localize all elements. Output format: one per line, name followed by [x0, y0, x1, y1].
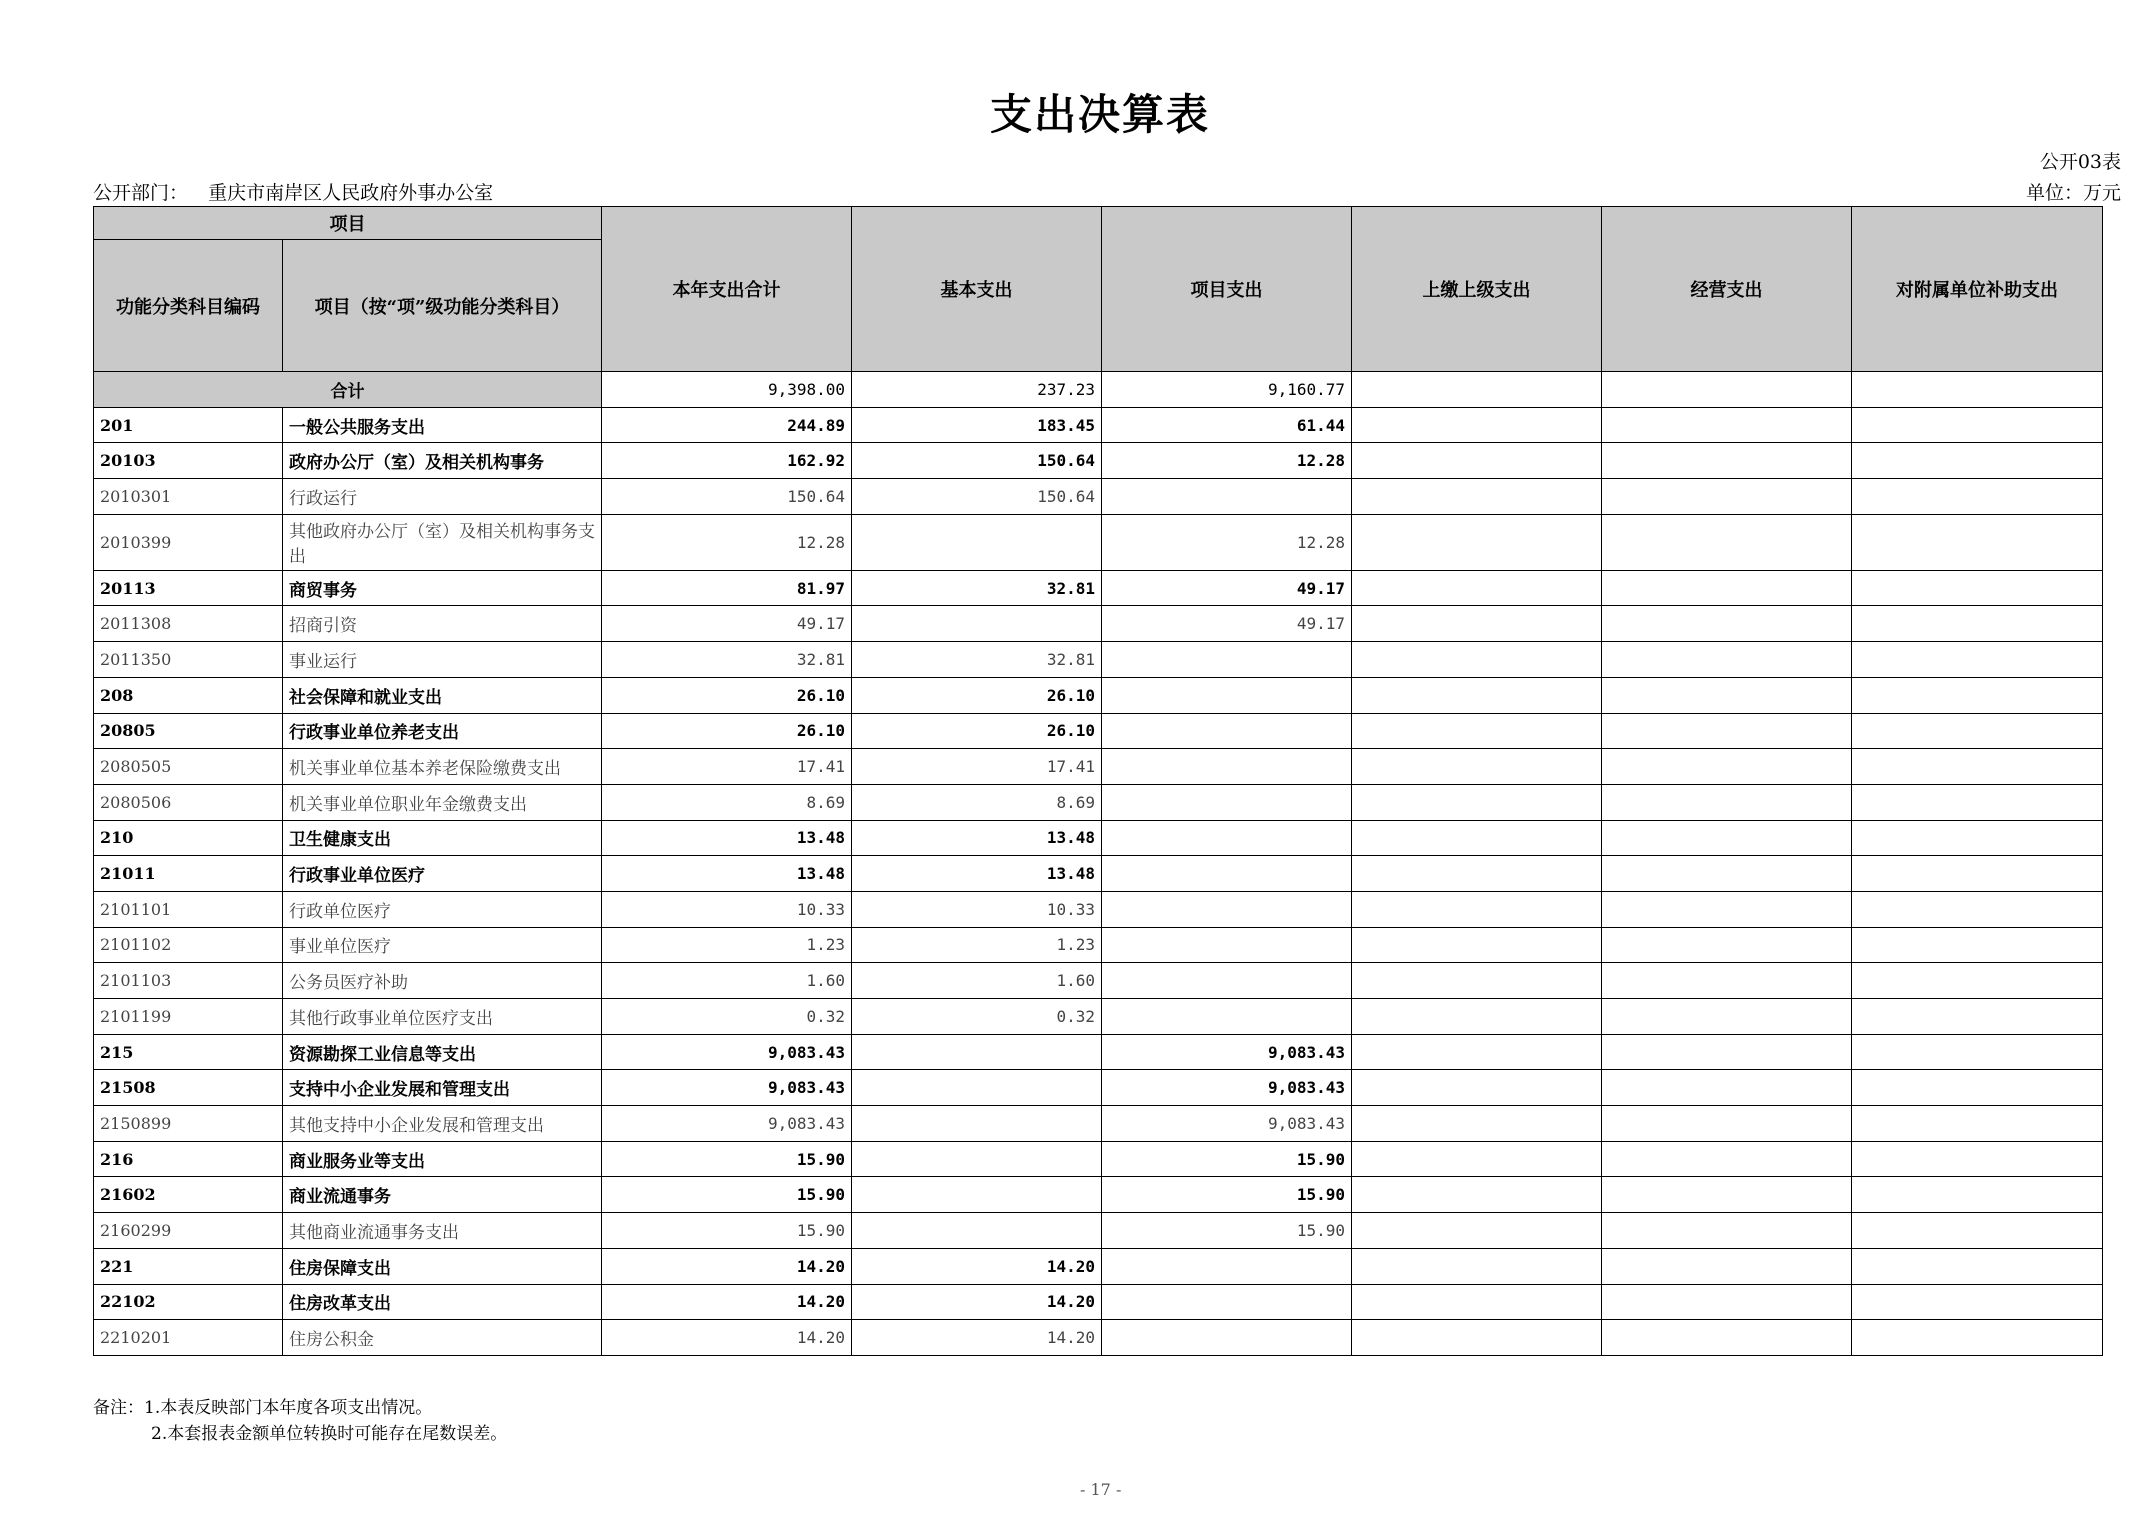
code-cell: 2080506: [94, 784, 283, 820]
business-cell: [1602, 1034, 1852, 1070]
code-cell: 201: [94, 407, 283, 443]
project-cell: [1102, 749, 1352, 785]
header-subsidy: 对附属单位补助支出: [1852, 207, 2103, 372]
subsidy-cell: [1852, 1320, 2103, 1356]
upper-cell: [1352, 407, 1602, 443]
subsidy-cell: [1852, 856, 2103, 892]
basic-cell: 32.81: [852, 642, 1102, 678]
business-cell: [1602, 891, 1852, 927]
subsidy-cell: [1852, 1213, 2103, 1249]
name-cell: 支持中小企业发展和管理支出: [283, 1070, 602, 1106]
project-cell: 9,083.43: [1102, 1034, 1352, 1070]
note-2: 2.本套报表金额单位转换时可能存在尾数误差。: [151, 1424, 508, 1444]
basic-cell: 26.10: [852, 677, 1102, 713]
department-line: [93, 178, 493, 205]
code-cell: 2150899: [94, 1106, 283, 1142]
table-row: [94, 1034, 2103, 1070]
project-cell: 12.28: [1102, 514, 1352, 570]
subsidy-cell: [1852, 1070, 2103, 1106]
business-cell: [1602, 999, 1852, 1035]
name-cell: 机关事业单位职业年金缴费支出: [283, 784, 602, 820]
upper-cell: [1352, 1320, 1602, 1356]
total-cell: 244.89: [602, 407, 852, 443]
basic-cell: [852, 1141, 1102, 1177]
business-cell: [1602, 1213, 1852, 1249]
subsidy-cell: [1852, 570, 2103, 606]
subsidy-cell: [1852, 514, 2103, 570]
upper-cell: [1352, 479, 1602, 515]
business-cell: [1602, 570, 1852, 606]
total-cell: 150.64: [602, 479, 852, 515]
basic-cell: 14.20: [852, 1284, 1102, 1320]
total-cell: 32.81: [602, 642, 852, 678]
subsidy-cell: [1852, 927, 2103, 963]
table-row: [94, 606, 2103, 642]
project-cell: [1102, 784, 1352, 820]
table-row: [94, 1284, 2103, 1320]
subsidy-cell: [1852, 999, 2103, 1035]
code-cell: 2101102: [94, 927, 283, 963]
basic-cell: [852, 1213, 1102, 1249]
total-cell: 13.48: [602, 856, 852, 892]
table-row: [94, 820, 2103, 856]
table-row: [94, 963, 2103, 999]
business-cell: [1602, 820, 1852, 856]
total-cell: 14.20: [602, 1248, 852, 1284]
total-cell: 17.41: [602, 749, 852, 785]
upper-cell: [1352, 1106, 1602, 1142]
project-cell: [1102, 999, 1352, 1035]
basic-cell: 150.64: [852, 443, 1102, 479]
basic-cell: 1.23: [852, 927, 1102, 963]
table-row: [94, 443, 2103, 479]
name-cell: 行政运行: [283, 479, 602, 515]
table-row: [94, 999, 2103, 1035]
name-cell: 事业运行: [283, 642, 602, 678]
code-cell: 210: [94, 820, 283, 856]
name-cell: 社会保障和就业支出: [283, 677, 602, 713]
header-code: 功能分类科目编码: [94, 240, 283, 372]
name-cell: 住房公积金: [283, 1320, 602, 1356]
total-cell: 9,083.43: [602, 1034, 852, 1070]
code-cell: 20103: [94, 443, 283, 479]
name-cell: 其他商业流通事务支出: [283, 1213, 602, 1249]
business-cell: [1602, 1320, 1852, 1356]
subsidy-cell: [1852, 1248, 2103, 1284]
project-cell: 9,083.43: [1102, 1106, 1352, 1142]
code-cell: 2010301: [94, 479, 283, 515]
total-upper: [1352, 372, 1602, 408]
basic-cell: 10.33: [852, 891, 1102, 927]
subsidy-cell: [1852, 443, 2103, 479]
upper-cell: [1352, 713, 1602, 749]
total-cell: 9,083.43: [602, 1106, 852, 1142]
subsidy-cell: [1852, 407, 2103, 443]
business-cell: [1602, 1141, 1852, 1177]
upper-cell: [1352, 891, 1602, 927]
basic-cell: [852, 1106, 1102, 1142]
subsidy-cell: [1852, 749, 2103, 785]
subsidy-cell: [1852, 1284, 2103, 1320]
name-cell: 商业流通事务: [283, 1177, 602, 1213]
business-cell: [1602, 856, 1852, 892]
total-cell: 9,083.43: [602, 1070, 852, 1106]
business-cell: [1602, 1106, 1852, 1142]
table-row: [94, 713, 2103, 749]
name-cell: 机关事业单位基本养老保险缴费支出: [283, 749, 602, 785]
total-cell: 26.10: [602, 713, 852, 749]
total-amount: 9,398.00: [602, 372, 852, 408]
upper-cell: [1352, 856, 1602, 892]
business-cell: [1602, 443, 1852, 479]
business-cell: [1602, 407, 1852, 443]
total-cell: 15.90: [602, 1141, 852, 1177]
code-cell: 20113: [94, 570, 283, 606]
code-cell: 2101103: [94, 963, 283, 999]
basic-cell: 26.10: [852, 713, 1102, 749]
total-cell: 0.32: [602, 999, 852, 1035]
project-cell: [1102, 642, 1352, 678]
table-row: [94, 1320, 2103, 1356]
project-cell: [1102, 856, 1352, 892]
name-cell: 行政事业单位养老支出: [283, 713, 602, 749]
basic-cell: [852, 606, 1102, 642]
table-row: [94, 749, 2103, 785]
project-cell: [1102, 713, 1352, 749]
subsidy-cell: [1852, 1106, 2103, 1142]
expenditure-table: [93, 206, 2103, 1356]
subsidy-cell: [1852, 784, 2103, 820]
code-cell: 21602: [94, 1177, 283, 1213]
project-cell: 15.90: [1102, 1141, 1352, 1177]
total-cell: 1.23: [602, 927, 852, 963]
upper-cell: [1352, 963, 1602, 999]
total-business: [1602, 372, 1852, 408]
total-cell: 12.28: [602, 514, 852, 570]
upper-cell: [1352, 1177, 1602, 1213]
header-total: 本年支出合计: [602, 207, 852, 372]
name-cell: 其他行政事业单位医疗支出: [283, 999, 602, 1035]
upper-cell: [1352, 642, 1602, 678]
name-cell: 事业单位医疗: [283, 927, 602, 963]
code-cell: 2011308: [94, 606, 283, 642]
basic-cell: 150.64: [852, 479, 1102, 515]
basic-cell: 1.60: [852, 963, 1102, 999]
business-cell: [1602, 1070, 1852, 1106]
header-business: 经营支出: [1602, 207, 1852, 372]
project-cell: [1102, 820, 1352, 856]
subsidy-cell: [1852, 713, 2103, 749]
table-row: [94, 1248, 2103, 1284]
total-cell: 14.20: [602, 1284, 852, 1320]
name-cell: 招商引资: [283, 606, 602, 642]
code-cell: 21508: [94, 1070, 283, 1106]
page-number: - 17 -: [1080, 1480, 1122, 1499]
total-cell: 49.17: [602, 606, 852, 642]
code-cell: 20805: [94, 713, 283, 749]
business-cell: [1602, 1248, 1852, 1284]
subsidy-cell: [1852, 479, 2103, 515]
upper-cell: [1352, 1213, 1602, 1249]
code-cell: 216: [94, 1141, 283, 1177]
total-cell: 162.92: [602, 443, 852, 479]
total-cell: 8.69: [602, 784, 852, 820]
subsidy-cell: [1852, 1034, 2103, 1070]
business-cell: [1602, 677, 1852, 713]
table-row: [94, 677, 2103, 713]
name-cell: 商贸事务: [283, 570, 602, 606]
business-cell: [1602, 713, 1852, 749]
table-row: [94, 642, 2103, 678]
total-label: 合计: [94, 372, 602, 408]
basic-cell: 13.48: [852, 856, 1102, 892]
business-cell: [1602, 606, 1852, 642]
basic-cell: 14.20: [852, 1248, 1102, 1284]
name-cell: 其他支持中小企业发展和管理支出: [283, 1106, 602, 1142]
total-basic: 237.23: [852, 372, 1102, 408]
upper-cell: [1352, 820, 1602, 856]
upper-cell: [1352, 1034, 1602, 1070]
total-project: 9,160.77: [1102, 372, 1352, 408]
project-cell: [1102, 479, 1352, 515]
basic-cell: 32.81: [852, 570, 1102, 606]
business-cell: [1602, 514, 1852, 570]
header-project-expenditure: 项目支出: [1102, 207, 1352, 372]
basic-cell: [852, 1034, 1102, 1070]
name-cell: 其他政府办公厅（室）及相关机构事务支出: [283, 514, 602, 570]
project-cell: 61.44: [1102, 407, 1352, 443]
project-cell: 49.17: [1102, 570, 1352, 606]
name-cell: 资源勘探工业信息等支出: [283, 1034, 602, 1070]
code-cell: 2010399: [94, 514, 283, 570]
table-row: [94, 1070, 2103, 1106]
upper-cell: [1352, 514, 1602, 570]
header-basic: 基本支出: [852, 207, 1102, 372]
table-row: [94, 514, 2103, 570]
total-cell: 15.90: [602, 1177, 852, 1213]
table-row: [94, 1106, 2103, 1142]
upper-cell: [1352, 1070, 1602, 1106]
code-cell: 2011350: [94, 642, 283, 678]
basic-cell: [852, 1070, 1102, 1106]
business-cell: [1602, 963, 1852, 999]
upper-cell: [1352, 999, 1602, 1035]
subsidy-cell: [1852, 820, 2103, 856]
project-cell: 15.90: [1102, 1177, 1352, 1213]
code-cell: 2101101: [94, 891, 283, 927]
subsidy-cell: [1852, 677, 2103, 713]
upper-cell: [1352, 570, 1602, 606]
code-cell: 21011: [94, 856, 283, 892]
note-1: 备注：1.本表反映部门本年度各项支出情况。: [93, 1398, 433, 1418]
basic-cell: 13.48: [852, 820, 1102, 856]
code-cell: 2080505: [94, 749, 283, 785]
upper-cell: [1352, 749, 1602, 785]
total-subsidy: [1852, 372, 2103, 408]
name-cell: 卫生健康支出: [283, 820, 602, 856]
subsidy-cell: [1852, 963, 2103, 999]
code-cell: 221: [94, 1248, 283, 1284]
table-row: [94, 479, 2103, 515]
upper-cell: [1352, 1248, 1602, 1284]
table-row: [94, 784, 2103, 820]
upper-cell: [1352, 606, 1602, 642]
page-title: 支出决算表: [989, 90, 1210, 139]
name-cell: 政府办公厅（室）及相关机构事务: [283, 443, 602, 479]
project-cell: [1102, 1248, 1352, 1284]
basic-cell: 17.41: [852, 749, 1102, 785]
code-cell: 2101199: [94, 999, 283, 1035]
table-row: [94, 891, 2103, 927]
project-cell: [1102, 963, 1352, 999]
project-cell: [1102, 677, 1352, 713]
header-upper: 上缴上级支出: [1352, 207, 1602, 372]
table-row: [94, 927, 2103, 963]
subsidy-cell: [1852, 642, 2103, 678]
upper-cell: [1352, 784, 1602, 820]
subsidy-cell: [1852, 891, 2103, 927]
total-row: [94, 372, 2103, 408]
basic-cell: 0.32: [852, 999, 1102, 1035]
basic-cell: [852, 514, 1102, 570]
total-cell: 26.10: [602, 677, 852, 713]
unit-label: 单位：万元: [2025, 182, 2121, 204]
business-cell: [1602, 1177, 1852, 1213]
department-label: 公开部门：: [93, 182, 189, 204]
basic-cell: 14.20: [852, 1320, 1102, 1356]
project-cell: 9,083.43: [1102, 1070, 1352, 1106]
code-cell: 22102: [94, 1284, 283, 1320]
business-cell: [1602, 479, 1852, 515]
upper-cell: [1352, 927, 1602, 963]
notes: [93, 1395, 507, 1447]
name-cell: 商业服务业等支出: [283, 1141, 602, 1177]
code-cell: 208: [94, 677, 283, 713]
name-cell: 行政事业单位医疗: [283, 856, 602, 892]
table-row: [94, 1177, 2103, 1213]
project-cell: 15.90: [1102, 1213, 1352, 1249]
total-cell: 1.60: [602, 963, 852, 999]
name-cell: 一般公共服务支出: [283, 407, 602, 443]
name-cell: 住房保障支出: [283, 1248, 602, 1284]
total-cell: 81.97: [602, 570, 852, 606]
business-cell: [1602, 1284, 1852, 1320]
table-row: [94, 1141, 2103, 1177]
code-cell: 2160299: [94, 1213, 283, 1249]
project-cell: [1102, 1320, 1352, 1356]
project-cell: [1102, 1284, 1352, 1320]
basic-cell: [852, 1177, 1102, 1213]
upper-cell: [1352, 443, 1602, 479]
name-cell: 住房改革支出: [283, 1284, 602, 1320]
total-cell: 13.48: [602, 820, 852, 856]
name-cell: 公务员医疗补助: [283, 963, 602, 999]
table-number: 公开03表: [2039, 151, 2121, 173]
basic-cell: 183.45: [852, 407, 1102, 443]
header-project: 项目: [94, 207, 602, 240]
project-cell: [1102, 927, 1352, 963]
code-cell: 2210201: [94, 1320, 283, 1356]
business-cell: [1602, 927, 1852, 963]
subsidy-cell: [1852, 1177, 2103, 1213]
business-cell: [1602, 642, 1852, 678]
business-cell: [1602, 784, 1852, 820]
total-cell: 14.20: [602, 1320, 852, 1356]
subsidy-cell: [1852, 606, 2103, 642]
table-row: [94, 1213, 2103, 1249]
code-cell: 215: [94, 1034, 283, 1070]
header-name: 项目（按“项”级功能分类科目）: [283, 240, 602, 372]
table-row: [94, 570, 2103, 606]
total-cell: 15.90: [602, 1213, 852, 1249]
project-cell: [1102, 891, 1352, 927]
name-cell: 行政单位医疗: [283, 891, 602, 927]
business-cell: [1602, 749, 1852, 785]
upper-cell: [1352, 677, 1602, 713]
upper-cell: [1352, 1141, 1602, 1177]
subsidy-cell: [1852, 1141, 2103, 1177]
project-cell: 12.28: [1102, 443, 1352, 479]
upper-cell: [1352, 1284, 1602, 1320]
table-row: [94, 407, 2103, 443]
table-row: [94, 856, 2103, 892]
department-name: 重庆市南岸区人民政府外事办公室: [208, 182, 494, 204]
total-cell: 10.33: [602, 891, 852, 927]
basic-cell: 8.69: [852, 784, 1102, 820]
project-cell: 49.17: [1102, 606, 1352, 642]
